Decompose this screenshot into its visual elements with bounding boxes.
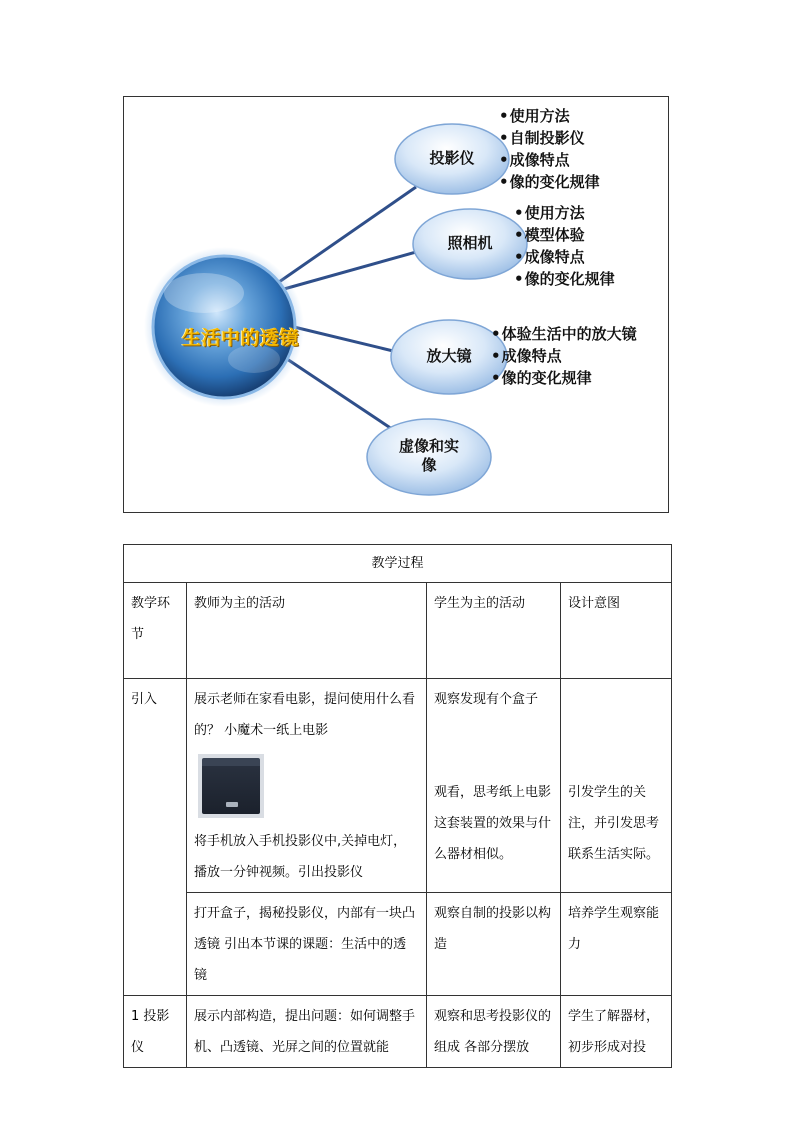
student-activity-cell: 观察自制的投影以构造 [427,893,561,996]
list-item: • 体验生活中的放大镜 [491,323,637,345]
connector-lines [279,187,434,429]
intent-text: 引发学生的关注，并引发思考联系生活实际。 [568,785,660,862]
node-virtual-real-line2: 像 [421,456,437,474]
teacher-text: 展示老师在家看电影，提问使用什么看的？ 小魔术一纸上电影 [194,692,416,738]
center-label: 生活中的透镜 [182,327,300,349]
table-header-row [124,583,672,679]
student-text: 观察发现有个盒子 [434,692,539,707]
node-projector: 投影仪 [429,149,475,167]
table-row [124,893,672,996]
camera-items [514,202,615,290]
list-item: • 成像特点 [491,345,637,367]
list-item: • 像的变化规律 [499,171,600,193]
list-item: • 成像特点 [499,149,600,171]
node-virtual-real-line1: 虚像和实 [398,437,459,455]
header-cell: 学生为主的活动 [427,583,561,679]
table-row [124,996,672,1068]
lesson-process-table [123,544,672,1068]
teacher-activity-cell: 展示内部构造，提出问题：如何调整手机、凸透镜、光屏之间的位置就能 [187,996,427,1068]
table-title: 教学过程 [124,545,672,583]
node-camera: 照相机 [447,234,493,252]
student-activity-cell [427,679,561,893]
table-title-row [124,545,672,583]
teacher-text: 将手机放入手机投影仪中,关掉电灯，播放一分钟视频。引出投影仪 [194,834,407,880]
node-virtual-real [387,437,471,475]
mindmap-figure [123,96,669,513]
header-cell: 设计意图 [561,583,672,679]
intent-cell [561,679,672,893]
list-item: • 自制投影仪 [499,127,600,149]
section-cell: 1 投影仪 [124,996,187,1068]
list-item: • 像的变化规律 [514,268,615,290]
projector-items [499,105,600,193]
list-item: • 使用方法 [514,202,615,224]
list-item: • 像的变化规律 [491,367,637,389]
list-item: • 成像特点 [514,246,615,268]
intent-cell: 学生了解器材，初步形成对投 [561,996,672,1068]
table-row [124,679,672,893]
header-cell: 教学环节 [124,583,187,679]
student-activity-cell: 观察和思考投影仪的组成 各部分摆放 [427,996,561,1068]
header-cell: 教师为主的活动 [187,583,427,679]
list-item: • 模型体验 [514,224,615,246]
teacher-activity-cell [187,679,427,893]
node-magnifier: 放大镜 [426,347,472,365]
teacher-activity-cell: 打开盒子，揭秘投影仪，内部有一块凸透镜 引出本节课的课题：生活中的透镜 [187,893,427,996]
magnifier-items [491,323,637,389]
section-cell: 引入 [124,679,187,996]
intent-cell: 培养学生观察能力 [561,893,672,996]
student-text: 观看，思考纸上电影这套装置的效果与什么器材相似。 [434,785,552,862]
list-item: • 使用方法 [499,105,600,127]
projector-box-photo [198,754,264,818]
